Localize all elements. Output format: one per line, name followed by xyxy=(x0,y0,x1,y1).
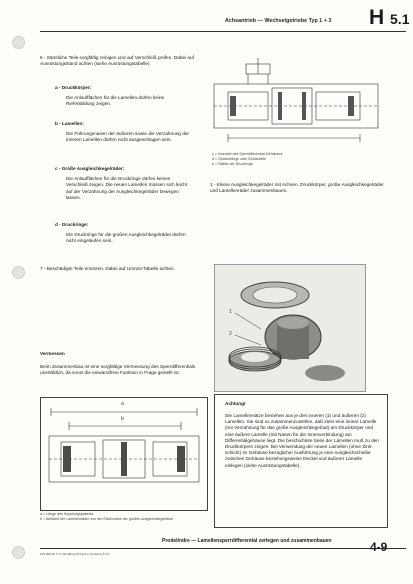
header-title: Achsantrieb — Wechselgetriebe Typ 1 + 3 xyxy=(225,18,332,24)
step-6: 6 - Sämtliche Teile sorgfältig reinigen und auf Verschleiß prüfen. Dabei auf Ausrüstungsstand achten (siehe Ausrüstungstabelle). xyxy=(40,55,194,67)
page-number: 4-9 xyxy=(370,540,388,554)
measurement-legend xyxy=(40,512,210,522)
legend-line-b: b = Abstand der Lamellenräder von der Ölschraube der großen Ausgleichkegelräder xyxy=(40,517,174,521)
legend-line-c: c = Innenteil des Sperrdifferential-Gehäuses xyxy=(212,152,283,156)
differential-section-svg xyxy=(208,56,382,148)
part-label-1: 1 xyxy=(229,309,232,315)
part-label-2: 2 xyxy=(229,331,232,337)
legend-line-a: a = Länge des Kupplungspaketes xyxy=(40,512,94,516)
drawing-legend xyxy=(212,152,392,167)
footer-small-print: 229.900.00 © S. Windberg Printed in Germany 6-71 xyxy=(40,552,109,556)
header-rule xyxy=(40,31,406,32)
vermessen-text: Beim Zusammenbau ist eine sorgfältige Vermessung des Sperrdifferentials unerläßlich, da sonst die einwandfreie Funktion in Frage gestellt ist. xyxy=(40,364,196,376)
cross-section-drawing xyxy=(208,56,382,148)
achtung-text: Die Lamellensätze bestehen aus je drei inneren (1) und äußeren (2) Lamellen. Sie sind so zusammenzustellen, daß stets eine innere Lamelle (mit Verzahnung für das große Ausgleichkegelrad) am Druckkörper und eine äußere Lamelle (mit Nasen für die Innenverbindung) am Differentialgehäuse liegt. Die beschichtete Seite der Lamellen muß zu den Druckkörpern zeigen. Bei Verwendung der neuen Lamellen (ohne Zinkschicht) im Gehäuse bezüglicher Ausführung je eine Ausgleichscheibe zwischen Gehäuse beziehungsweise Deckel und äußerer Lamelle einlegen (siehe Ausrüstungstabelle). xyxy=(225,413,379,468)
item-a-text: Die Anlaufflächen für die Lamellen dürfen keine Riefenbildung zeigen. xyxy=(66,95,165,107)
footer-rule xyxy=(40,548,406,549)
parts-photo-svg xyxy=(215,265,365,391)
section-code-number: 5.1 xyxy=(390,11,410,27)
section-code-letter: H xyxy=(369,6,385,29)
measurement-svg xyxy=(41,398,207,510)
item-d-label: d - Druckringe: xyxy=(55,222,89,227)
item-c-label: c - Große Ausgleichkegelräder: xyxy=(55,166,125,171)
item-b-text: Die Führungsnasen der äußeren sowie die Verzahnung der inneren Lamellen dürfen nicht ausgeschlagen sein. xyxy=(66,131,189,143)
section-code xyxy=(369,6,409,30)
step-7: 7 - Beschädigte Teile ersetzen. Dabei auf Umrüst-Tabelle achten. xyxy=(40,266,175,271)
achtung-heading: Achtung! xyxy=(225,401,246,406)
punch-hole-middle xyxy=(12,266,25,279)
legend-line-e: e = Stärke der Druckringe xyxy=(212,162,254,166)
legend-line-d: d = Gewindlänge oder Einbauteile xyxy=(212,157,267,161)
item-b-label: b - Lamellen: xyxy=(55,121,84,126)
item-d-text: Die Druckringe für die großen Ausgleichkegelräder dürfen nicht eingelaufen sein. xyxy=(66,232,186,244)
punch-hole-top xyxy=(12,36,25,49)
item-a-label: a - Druckkörper: xyxy=(55,85,92,90)
item-c-text: Die Anlaufflächen für die Druckringe dürfen keinen Verschleiß zeigen. Die neuen Lamellen müssen sich leicht auf der Verzahnung der Ausgleichkegelräder bewegen lassen. xyxy=(66,176,187,201)
parts-photo xyxy=(214,264,366,392)
footer-title: Prodelindre — Lamellensperrdifferential zerlegen und zusammenbauen xyxy=(162,538,332,544)
vermessen-heading: Vermessen xyxy=(40,351,65,356)
measurement-drawing xyxy=(40,397,208,511)
dimension-a-label: a xyxy=(121,401,124,407)
step-1: 1 - Kleine Ausgleichkegelräder mit Achsen, Druckkörper, große Ausgleichkegelräder und Lamellenräder zusammenbauen. xyxy=(210,182,384,194)
punch-hole-bottom xyxy=(12,546,25,559)
dimension-b-label: b xyxy=(121,416,124,422)
achtung-box xyxy=(214,394,388,528)
